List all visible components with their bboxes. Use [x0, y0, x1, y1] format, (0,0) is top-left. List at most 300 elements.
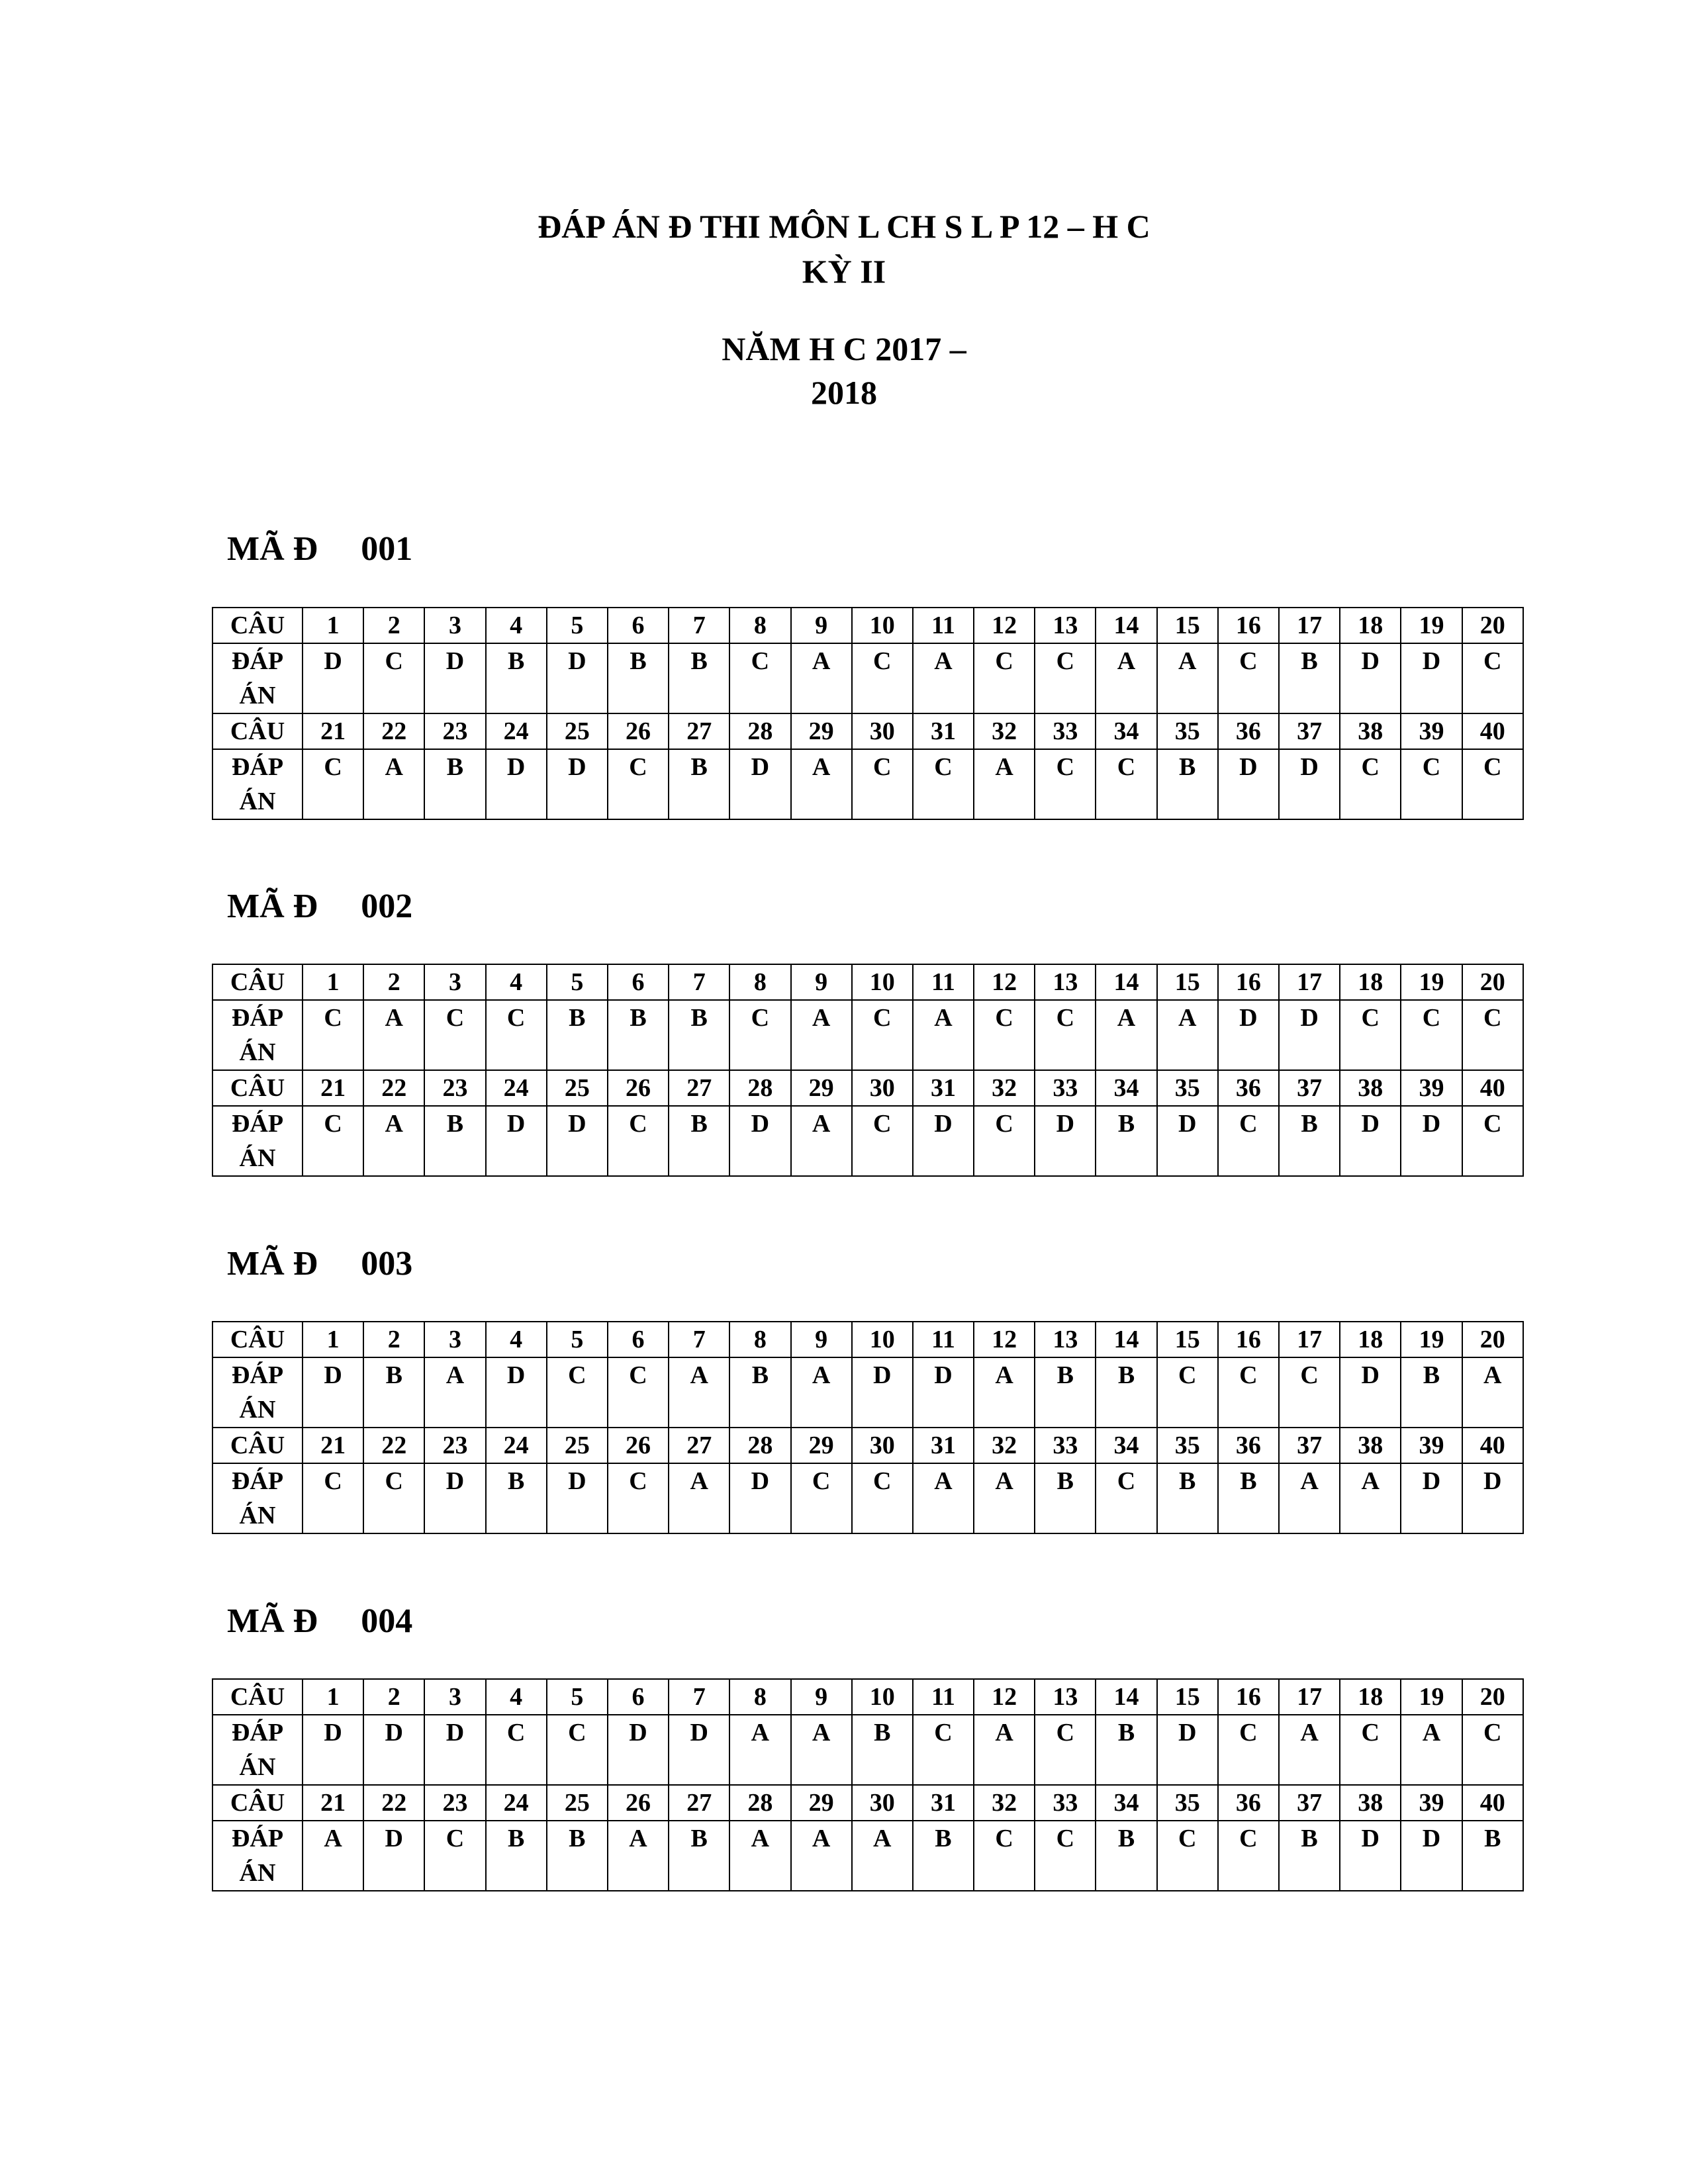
answer-letter-cell: A [1157, 1000, 1218, 1070]
question-number-cell: 19 [1401, 1322, 1462, 1357]
answer-table [212, 1678, 1524, 1891]
answer-letter-cell: A [791, 643, 852, 713]
answer-letter-cell: D [547, 1463, 608, 1533]
section-label [227, 529, 412, 569]
question-number-cell: 15 [1157, 1322, 1218, 1357]
question-number-cell: 9 [791, 608, 852, 643]
answer-header-cell [212, 1000, 303, 1070]
answer-letter-cell: C [424, 1000, 485, 1070]
answer-header-top: ĐÁP [231, 1825, 284, 1852]
question-number-cell: 28 [729, 713, 790, 749]
question-number-cell: 16 [1218, 964, 1279, 1000]
answer-letter-cell: B [1218, 1463, 1279, 1533]
answer-letter-cell: B [669, 1106, 729, 1176]
answer-letter-cell: D [1340, 1357, 1401, 1428]
answer-letter-cell: C [1218, 1106, 1279, 1176]
title-line-3: NĂM H C 2017 – [722, 330, 966, 367]
answer-letter-cell: A [791, 1000, 852, 1070]
answer-letter-cell: C [486, 1715, 547, 1785]
answer-letter-cell: D [486, 749, 547, 819]
answer-letter-cell: C [1401, 749, 1462, 819]
question-number-cell: 29 [791, 1428, 852, 1463]
answer-letter-cell: C [729, 643, 790, 713]
question-number-cell: 31 [913, 1070, 974, 1106]
answer-letter-cell: D [363, 1715, 424, 1785]
question-number-cell: 30 [852, 1070, 913, 1106]
answer-letter-cell: A [974, 1463, 1035, 1533]
question-number-cell: 39 [1401, 1785, 1462, 1821]
question-number-cell: 12 [974, 1322, 1035, 1357]
answer-letter-cell: D [1035, 1106, 1096, 1176]
answer-letter-cell: A [913, 1463, 974, 1533]
question-row [212, 1428, 1523, 1463]
question-header-cell: CÂU [212, 713, 303, 749]
answer-letter-cell: D [1340, 643, 1401, 713]
question-row [212, 1070, 1523, 1106]
question-number-cell: 33 [1035, 1428, 1096, 1463]
answer-letter-cell: B [1096, 1715, 1156, 1785]
question-number-cell: 22 [363, 1428, 424, 1463]
question-number-cell: 11 [913, 608, 974, 643]
question-number-cell: 3 [424, 608, 485, 643]
answer-letter-cell: C [974, 643, 1035, 713]
question-number-cell: 5 [547, 608, 608, 643]
question-number-cell: 19 [1401, 608, 1462, 643]
question-number-cell: 26 [608, 713, 669, 749]
question-number-cell: 11 [913, 964, 974, 1000]
answer-letter-cell: D [424, 1463, 485, 1533]
answer-letter-cell: D [913, 1357, 974, 1428]
question-number-cell: 17 [1279, 1322, 1340, 1357]
question-number-cell: 12 [974, 608, 1035, 643]
answer-letter-cell: C [913, 1715, 974, 1785]
answer-letter-cell: C [1218, 643, 1279, 713]
question-number-cell: 17 [1279, 1679, 1340, 1715]
answer-table [212, 1321, 1524, 1534]
question-number-cell: 4 [486, 964, 547, 1000]
answer-letter-cell: C [547, 1357, 608, 1428]
question-number-cell: 33 [1035, 1785, 1096, 1821]
answer-letter-cell: D [547, 643, 608, 713]
question-number-cell: 32 [974, 1428, 1035, 1463]
answer-letter-cell: D [486, 1106, 547, 1176]
answer-letter-cell: C [1035, 1715, 1096, 1785]
question-number-cell: 7 [669, 1322, 729, 1357]
answer-letter-cell: D [729, 749, 790, 819]
question-number-cell: 16 [1218, 608, 1279, 643]
answer-letter-cell: D [1157, 1106, 1218, 1176]
question-number-cell: 36 [1218, 1785, 1279, 1821]
answer-letter-cell: D [1218, 749, 1279, 819]
question-header-cell: CÂU [212, 1785, 303, 1821]
question-number-cell: 32 [974, 1785, 1035, 1821]
question-number-cell: 34 [1096, 1785, 1156, 1821]
answer-letter-cell: C [608, 1463, 669, 1533]
answer-letter-cell: B [486, 1821, 547, 1891]
question-number-cell: 1 [303, 1679, 363, 1715]
answer-letter-cell: A [363, 749, 424, 819]
answer-letter-cell: A [974, 749, 1035, 819]
answer-letter-cell: D [1401, 1463, 1462, 1533]
question-number-cell: 10 [852, 1322, 913, 1357]
answer-letter-cell: C [913, 749, 974, 819]
question-number-cell: 38 [1340, 713, 1401, 749]
question-number-cell: 22 [363, 1070, 424, 1106]
question-number-cell: 21 [303, 1785, 363, 1821]
question-number-cell: 8 [729, 1322, 790, 1357]
answer-letter-cell: D [729, 1463, 790, 1533]
answer-letter-cell: C [1462, 1000, 1523, 1070]
question-number-cell: 2 [363, 964, 424, 1000]
question-number-cell: 23 [424, 1428, 485, 1463]
answer-letter-cell: D [547, 1106, 608, 1176]
answer-letter-cell: A [1279, 1463, 1340, 1533]
title-line-4: 2018 [811, 374, 877, 411]
question-number-cell: 22 [363, 1785, 424, 1821]
answer-letter-cell: C [1218, 1715, 1279, 1785]
answer-header-cell [212, 1715, 303, 1785]
question-number-cell: 38 [1340, 1070, 1401, 1106]
question-number-cell: 8 [729, 608, 790, 643]
answer-letter-cell: A [791, 749, 852, 819]
question-number-cell: 33 [1035, 713, 1096, 749]
question-number-cell: 34 [1096, 713, 1156, 749]
answer-letter-cell: C [363, 643, 424, 713]
answer-letter-cell: C [852, 643, 913, 713]
question-number-cell: 6 [608, 1679, 669, 1715]
question-number-cell: 36 [1218, 1428, 1279, 1463]
question-header-cell: CÂU [212, 1679, 303, 1715]
section-label [227, 1244, 412, 1284]
question-number-cell: 30 [852, 713, 913, 749]
question-number-cell: 15 [1157, 964, 1218, 1000]
answer-letter-cell: C [1462, 749, 1523, 819]
answer-letter-cell: B [1401, 1357, 1462, 1428]
question-row [212, 713, 1523, 749]
answer-letter-cell: C [608, 749, 669, 819]
question-number-cell: 4 [486, 1679, 547, 1715]
question-number-cell: 13 [1035, 608, 1096, 643]
answer-letter-cell: D [303, 643, 363, 713]
question-number-cell: 14 [1096, 964, 1156, 1000]
answer-row [212, 1357, 1523, 1428]
answer-header-bottom: ÁN [239, 1144, 276, 1172]
question-number-cell: 25 [547, 713, 608, 749]
question-number-cell: 28 [729, 1428, 790, 1463]
question-number-cell: 40 [1462, 1428, 1523, 1463]
question-number-cell: 32 [974, 713, 1035, 749]
question-number-cell: 22 [363, 713, 424, 749]
answer-letter-cell: A [729, 1821, 790, 1891]
answer-letter-cell: A [1096, 1000, 1156, 1070]
answer-header-cell [212, 643, 303, 713]
answer-letter-cell: B [669, 749, 729, 819]
answer-letter-cell: C [1157, 1821, 1218, 1891]
question-number-cell: 20 [1462, 964, 1523, 1000]
question-number-cell: 12 [974, 1679, 1035, 1715]
answer-letter-cell: C [1096, 749, 1156, 819]
question-number-cell: 17 [1279, 608, 1340, 643]
section-label [227, 1602, 412, 1641]
answer-letter-cell: D [424, 643, 485, 713]
question-number-cell: 18 [1340, 608, 1401, 643]
answer-letter-cell: D [1340, 1106, 1401, 1176]
answer-table [212, 607, 1524, 820]
answer-letter-cell: C [303, 1106, 363, 1176]
question-header-cell: CÂU [212, 964, 303, 1000]
answer-letter-cell: B [363, 1357, 424, 1428]
answer-letter-cell: D [1401, 1821, 1462, 1891]
answer-letter-cell: B [608, 1000, 669, 1070]
answer-letter-cell: A [974, 1357, 1035, 1428]
question-number-cell: 38 [1340, 1428, 1401, 1463]
answer-letter-cell: D [1279, 1000, 1340, 1070]
question-number-cell: 9 [791, 964, 852, 1000]
question-number-cell: 27 [669, 1070, 729, 1106]
answer-letter-cell: D [669, 1715, 729, 1785]
answer-letter-cell: A [913, 643, 974, 713]
question-number-cell: 20 [1462, 1322, 1523, 1357]
answer-letter-cell: B [913, 1821, 974, 1891]
question-number-cell: 24 [486, 1070, 547, 1106]
answer-header-top: ĐÁP [231, 1719, 284, 1747]
question-number-cell: 28 [729, 1785, 790, 1821]
question-number-cell: 24 [486, 1428, 547, 1463]
answer-letter-cell: D [913, 1106, 974, 1176]
question-number-cell: 17 [1279, 964, 1340, 1000]
section-code: 002 [361, 887, 413, 925]
answer-letter-cell: C [608, 1106, 669, 1176]
question-number-cell: 40 [1462, 713, 1523, 749]
question-header-cell: CÂU [212, 1322, 303, 1357]
answer-letter-cell: C [974, 1106, 1035, 1176]
question-number-cell: 32 [974, 1070, 1035, 1106]
question-number-cell: 33 [1035, 1070, 1096, 1106]
answer-letter-cell: D [1401, 643, 1462, 713]
question-number-cell: 1 [303, 964, 363, 1000]
answer-row [212, 1463, 1523, 1533]
question-number-cell: 4 [486, 608, 547, 643]
answer-letter-cell: A [1279, 1715, 1340, 1785]
section-code: 004 [361, 1602, 413, 1640]
answer-letter-cell: C [852, 1000, 913, 1070]
answer-letter-cell: D [303, 1715, 363, 1785]
question-number-cell: 36 [1218, 1070, 1279, 1106]
answer-header-bottom: ÁN [239, 682, 276, 709]
answer-letter-cell: C [1340, 749, 1401, 819]
question-number-cell: 1 [303, 1322, 363, 1357]
question-number-cell: 5 [547, 964, 608, 1000]
answer-row [212, 1106, 1523, 1176]
answer-letter-cell: D [1462, 1463, 1523, 1533]
answer-letter-cell: C [1218, 1357, 1279, 1428]
section-label-prefix: MÃ Đ [227, 530, 318, 568]
answer-letter-cell: A [1340, 1463, 1401, 1533]
question-number-cell: 27 [669, 1785, 729, 1821]
answer-letter-cell: A [791, 1106, 852, 1176]
question-row [212, 1322, 1523, 1357]
question-number-cell: 11 [913, 1679, 974, 1715]
answer-letter-cell: A [852, 1821, 913, 1891]
question-number-cell: 6 [608, 964, 669, 1000]
question-header-cell: CÂU [212, 608, 303, 643]
question-number-cell: 34 [1096, 1428, 1156, 1463]
answer-header-top: ĐÁP [231, 647, 284, 675]
question-number-cell: 36 [1218, 713, 1279, 749]
question-number-cell: 10 [852, 1679, 913, 1715]
answer-letter-cell: B [669, 1000, 729, 1070]
question-number-cell: 20 [1462, 1679, 1523, 1715]
answer-letter-cell: A [608, 1821, 669, 1891]
answer-letter-cell: C [1035, 749, 1096, 819]
answer-letter-cell: C [852, 749, 913, 819]
question-number-cell: 2 [363, 608, 424, 643]
answer-letter-cell: B [669, 643, 729, 713]
question-number-cell: 35 [1157, 1428, 1218, 1463]
question-header-cell: CÂU [212, 1428, 303, 1463]
question-number-cell: 6 [608, 608, 669, 643]
section-label [227, 887, 412, 927]
answer-letter-cell: C [303, 1000, 363, 1070]
answer-letter-cell: B [1157, 1463, 1218, 1533]
answer-letter-cell: A [791, 1821, 852, 1891]
answer-letter-cell: D [303, 1357, 363, 1428]
answer-letter-cell: C [791, 1463, 852, 1533]
answer-letter-cell: C [547, 1715, 608, 1785]
answer-letter-cell: C [1340, 1000, 1401, 1070]
question-number-cell: 4 [486, 1322, 547, 1357]
question-number-cell: 19 [1401, 1679, 1462, 1715]
answer-letter-cell: D [852, 1357, 913, 1428]
answer-header-top: ĐÁP [231, 1004, 284, 1032]
section-code: 001 [361, 530, 413, 568]
question-number-cell: 37 [1279, 713, 1340, 749]
answer-header-top: ĐÁP [231, 1467, 284, 1495]
answer-header-cell [212, 1821, 303, 1891]
question-number-cell: 34 [1096, 1070, 1156, 1106]
question-row [212, 964, 1523, 1000]
question-number-cell: 11 [913, 1322, 974, 1357]
answer-letter-cell: D [486, 1357, 547, 1428]
question-number-cell: 18 [1340, 1679, 1401, 1715]
answer-letter-cell: C [1035, 1821, 1096, 1891]
answer-letter-cell: C [608, 1357, 669, 1428]
question-number-cell: 35 [1157, 1785, 1218, 1821]
question-number-cell: 23 [424, 1070, 485, 1106]
answer-letter-cell: B [424, 1106, 485, 1176]
answer-letter-cell: D [424, 1715, 485, 1785]
question-number-cell: 21 [303, 1070, 363, 1106]
question-number-cell: 5 [547, 1322, 608, 1357]
question-number-cell: 2 [363, 1679, 424, 1715]
answer-letter-cell: C [974, 1821, 1035, 1891]
question-number-cell: 29 [791, 1785, 852, 1821]
answer-header-bottom: ÁN [239, 1502, 276, 1529]
question-number-cell: 37 [1279, 1428, 1340, 1463]
question-number-cell: 39 [1401, 1070, 1462, 1106]
answer-header-cell [212, 749, 303, 819]
answer-letter-cell: B [1279, 643, 1340, 713]
answer-header-bottom: ÁN [239, 788, 276, 815]
question-number-cell: 1 [303, 608, 363, 643]
question-number-cell: 16 [1218, 1679, 1279, 1715]
answer-letter-cell: A [363, 1000, 424, 1070]
answer-letter-cell: C [1462, 643, 1523, 713]
answer-letter-cell: A [1157, 643, 1218, 713]
question-number-cell: 20 [1462, 608, 1523, 643]
answer-letter-cell: C [852, 1106, 913, 1176]
answer-header-top: ĐÁP [231, 753, 284, 781]
question-number-cell: 23 [424, 713, 485, 749]
question-number-cell: 30 [852, 1785, 913, 1821]
question-number-cell: 27 [669, 1428, 729, 1463]
question-number-cell: 9 [791, 1322, 852, 1357]
question-number-cell: 12 [974, 964, 1035, 1000]
question-number-cell: 39 [1401, 713, 1462, 749]
answer-letter-cell: B [486, 1463, 547, 1533]
question-number-cell: 14 [1096, 608, 1156, 643]
question-number-cell: 21 [303, 713, 363, 749]
question-number-cell: 30 [852, 1428, 913, 1463]
question-number-cell: 8 [729, 1679, 790, 1715]
question-number-cell: 35 [1157, 713, 1218, 749]
question-row [212, 608, 1523, 643]
answer-row [212, 1000, 1523, 1070]
question-number-cell: 2 [363, 1322, 424, 1357]
answer-letter-cell: B [1096, 1106, 1156, 1176]
answer-letter-cell: C [1462, 1715, 1523, 1785]
answer-letter-cell: B [1035, 1357, 1096, 1428]
title-line-2: KỲ II [802, 253, 886, 290]
answer-letter-cell: A [363, 1106, 424, 1176]
answer-letter-cell: C [1157, 1357, 1218, 1428]
answer-letter-cell: B [547, 1000, 608, 1070]
answer-header-bottom: ÁN [239, 1396, 276, 1424]
question-number-cell: 31 [913, 1785, 974, 1821]
answer-letter-cell: B [1279, 1106, 1340, 1176]
question-number-cell: 37 [1279, 1785, 1340, 1821]
question-number-cell: 38 [1340, 1785, 1401, 1821]
answer-letter-cell: B [1157, 749, 1218, 819]
question-number-cell: 3 [424, 1679, 485, 1715]
question-number-cell: 21 [303, 1428, 363, 1463]
answer-letter-cell: C [1218, 1821, 1279, 1891]
answer-header-cell [212, 1357, 303, 1428]
answer-row [212, 1715, 1523, 1785]
answer-header-cell [212, 1106, 303, 1176]
answer-letter-cell: A [729, 1715, 790, 1785]
answer-letter-cell: B [547, 1821, 608, 1891]
question-number-cell: 25 [547, 1785, 608, 1821]
answer-letter-cell: B [1462, 1821, 1523, 1891]
question-number-cell: 31 [913, 713, 974, 749]
answer-letter-cell: C [1340, 1715, 1401, 1785]
answer-letter-cell: A [1401, 1715, 1462, 1785]
section-code: 003 [361, 1245, 413, 1283]
answer-letter-cell: C [424, 1821, 485, 1891]
question-number-cell: 8 [729, 964, 790, 1000]
question-number-cell: 18 [1340, 1322, 1401, 1357]
question-number-cell: 10 [852, 964, 913, 1000]
answer-letter-cell: B [669, 1821, 729, 1891]
answer-letter-cell: A [1096, 643, 1156, 713]
answer-letter-cell: B [608, 643, 669, 713]
answer-letter-cell: C [974, 1000, 1035, 1070]
section-label-prefix: MÃ Đ [227, 887, 318, 925]
question-number-cell: 40 [1462, 1785, 1523, 1821]
question-number-cell: 18 [1340, 964, 1401, 1000]
answer-letter-cell: D [1157, 1715, 1218, 1785]
